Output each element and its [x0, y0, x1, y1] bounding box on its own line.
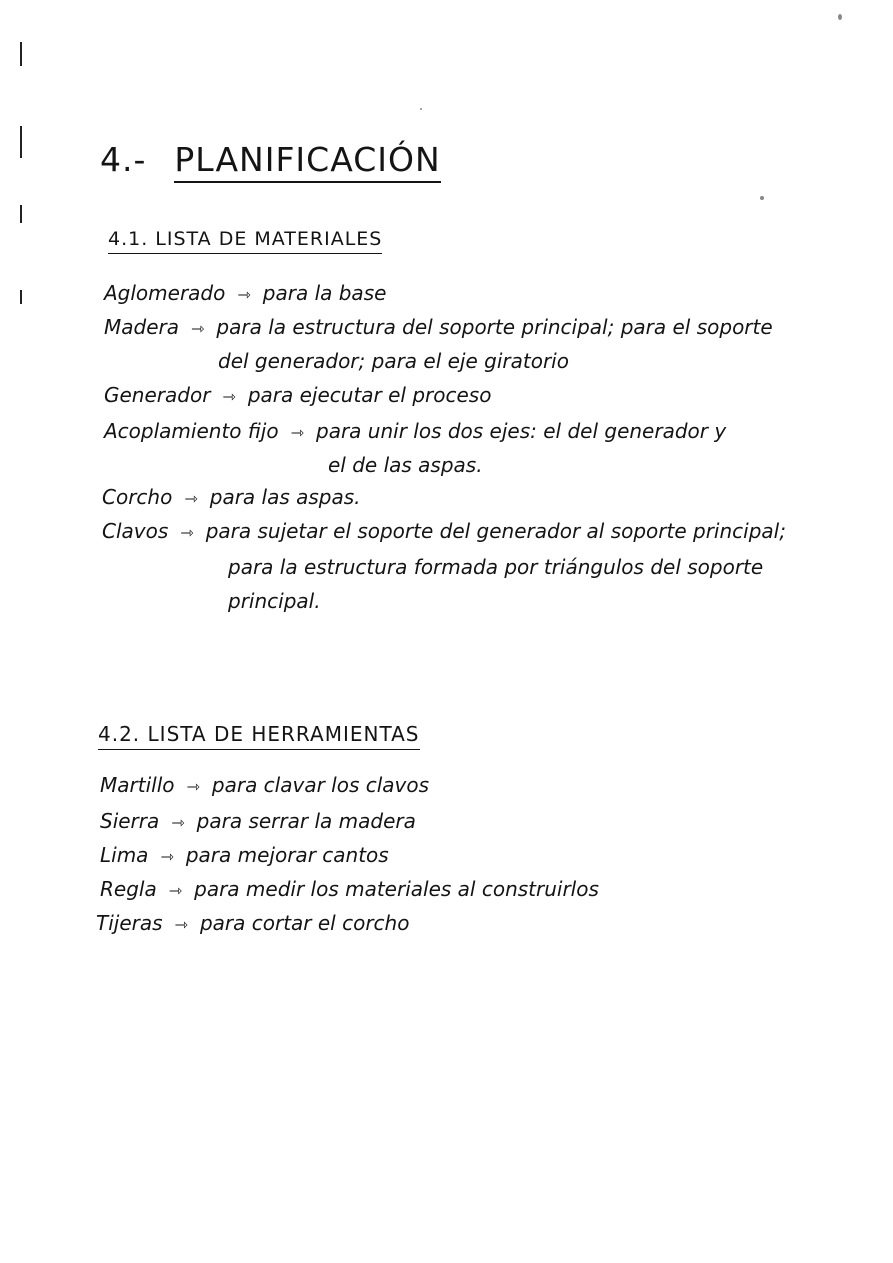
margin-mark [20, 126, 22, 158]
arrow-icon: ⇾ [222, 387, 236, 406]
material-item [104, 276, 386, 312]
tool-item [96, 906, 409, 942]
material-name: Clavos [102, 519, 169, 543]
material-name: Aglomerado [104, 281, 226, 305]
material-item [104, 414, 726, 450]
paper-speck [760, 196, 764, 200]
tool-item [100, 872, 599, 908]
material-desc-continued: principal. [228, 589, 321, 613]
material-name: Madera [104, 315, 179, 339]
tool-item [100, 768, 429, 804]
material-name: Generador [104, 383, 211, 407]
tool-desc: para serrar la madera [196, 809, 416, 833]
arrow-icon: ⇾ [237, 285, 251, 304]
margin-mark [20, 290, 22, 304]
arrow-icon: ⇾ [174, 915, 188, 934]
tool-item [100, 838, 389, 874]
tool-desc: para cortar el corcho [199, 911, 410, 935]
arrow-icon: ⇾ [171, 813, 185, 832]
tool-desc: para medir los materiales al construirlos [194, 877, 599, 901]
materials-heading: 4.1. LISTA DE MATERIALES [108, 228, 382, 254]
arrow-icon: ⇾ [184, 489, 198, 508]
arrow-icon: ⇾ [186, 777, 200, 796]
arrow-icon: ⇾ [160, 847, 174, 866]
material-item [104, 378, 491, 414]
material-desc: para unir los dos ejes: el del generador y [316, 419, 727, 443]
margin-mark [20, 205, 22, 223]
margin-mark [20, 42, 22, 66]
tools-heading: 4.2. LISTA DE HERRAMIENTAS [98, 722, 420, 750]
tool-desc: para mejorar cantos [185, 843, 389, 867]
page-title [100, 140, 441, 183]
tool-name: Martillo [100, 773, 175, 797]
tool-name: Tijeras [96, 911, 163, 935]
tool-name: Lima [100, 843, 149, 867]
material-desc-continued: para la estructura formada por triángulos del soporte [228, 555, 764, 579]
tool-name: Sierra [100, 809, 160, 833]
material-item [104, 310, 773, 346]
tool-desc: para clavar los clavos [211, 773, 430, 797]
tool-name: Regla [100, 877, 157, 901]
material-desc-continued: el de las aspas. [328, 453, 483, 477]
arrow-icon: ⇾ [191, 319, 205, 338]
paper-speck [420, 108, 422, 110]
material-desc-continued: del generador; para el eje giratorio [218, 349, 569, 373]
material-item [102, 514, 786, 550]
arrow-icon: ⇾ [290, 423, 304, 442]
paper-speck [838, 14, 842, 20]
arrow-icon: ⇾ [168, 881, 183, 900]
material-name: Corcho [102, 485, 173, 509]
material-desc: para las aspas. [209, 485, 361, 509]
arrow-icon: ⇾ [180, 523, 194, 542]
tool-item [100, 804, 416, 840]
material-name: Acoplamiento fijo [104, 419, 279, 443]
material-desc: para ejecutar el proceso [247, 383, 492, 407]
title-text: PLANIFICACIÓN [174, 140, 440, 183]
material-desc: para la base [262, 281, 387, 305]
material-desc: para sujetar el soporte del generador al soporte principal; [205, 519, 786, 543]
material-item [102, 480, 361, 516]
material-desc: para la estructura del soporte principal; para el soporte [216, 315, 773, 339]
title-number: 4.- [100, 140, 147, 179]
